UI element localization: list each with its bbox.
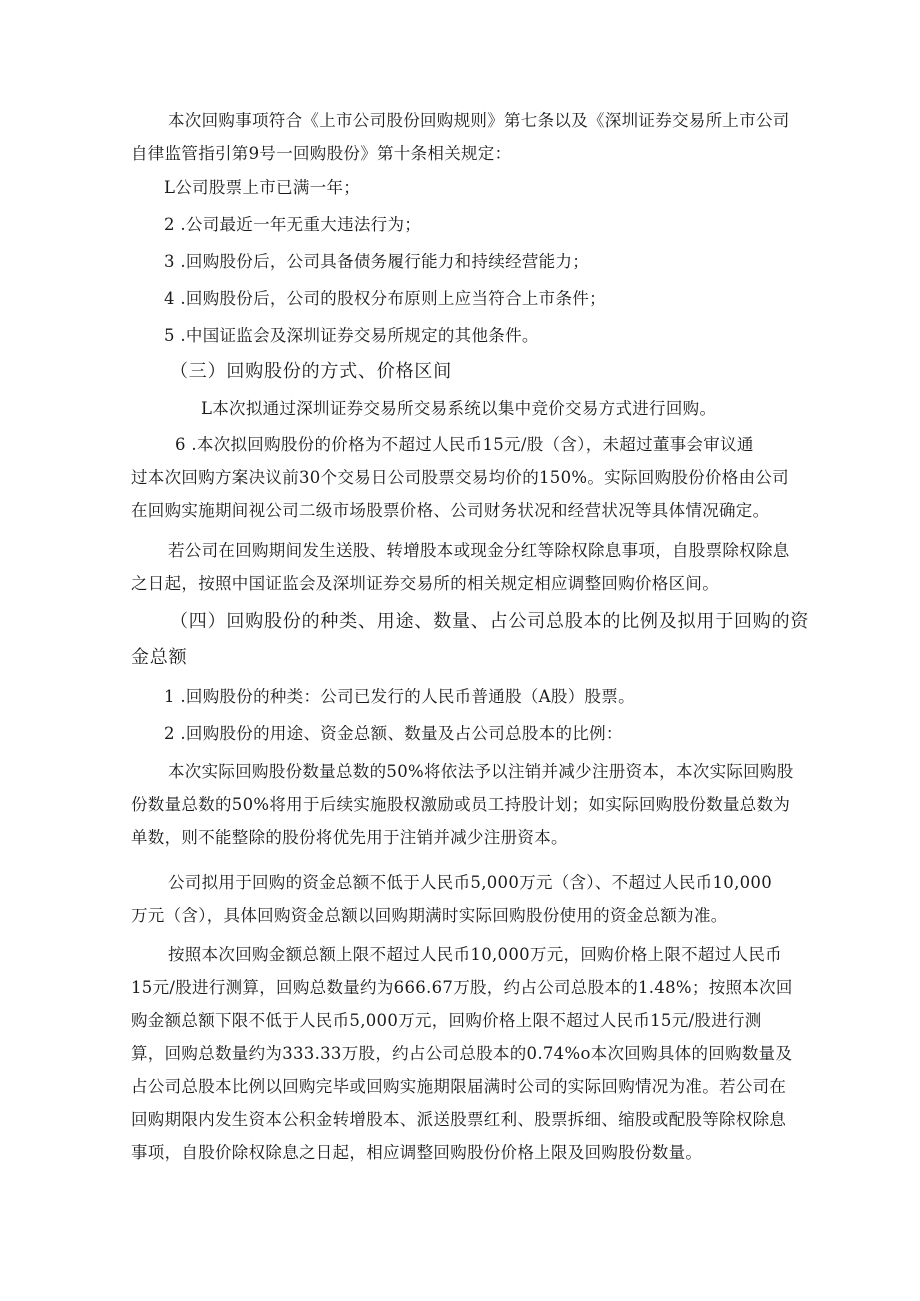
text-line: 按照本次回购金额总额上限不超过人民币10,000万元，回购价格上限不超过人民币 [168, 945, 782, 964]
list-item-share-type [131, 680, 797, 713]
text-line: 1 .回购股份的种类：公司已发行的人民币普通股（A股）股票。 [164, 687, 635, 706]
paragraph-quantity-estimate [131, 938, 797, 1169]
text-line: 本次实际回购股份数量总数的50%将依法予以注销并减少注册资本，本次实际回购股 [168, 762, 794, 781]
text-line: 4 .回购股份后，公司的股权分布原则上应当符合上市条件； [164, 289, 606, 308]
list-item-method [131, 392, 797, 425]
text-line: 购金额总额下限不低于人民币5,000万元，回购价格上限不超过人民币15元/股进行测 [131, 1011, 762, 1030]
text-line: 6 .本次拟回购股份的价格为不超过人民币15元/股（含），未超过董事会审议通 [175, 435, 754, 454]
list-item-condition-3 [131, 245, 797, 278]
paragraph-price [131, 428, 797, 527]
text-line: 本次回购事项符合《上市公司股份回购规则》第七条以及《深圳证券交易所上市公司 [168, 111, 790, 130]
text-line: L公司股票上市已满一年； [164, 178, 361, 197]
section-heading-type-usage-quantity [131, 605, 810, 674]
list-item-condition-1 [131, 171, 797, 204]
text-line: 占公司总股本比例以回购完毕或回购实施期限届满时公司的实际回购情况为准。若公司在 [131, 1077, 787, 1096]
text-line: 3 .回购股份后，公司具备债务履行能力和持续经营能力； [164, 252, 590, 271]
text-line: （三）回购股份的方式、价格区间 [170, 361, 452, 382]
text-line: 之日起，按照中国证监会及深圳证券交易所的相关规定相应调整回购价格区间。 [131, 574, 719, 593]
text-line: 万元（含），具体回购资金总额以回购期满时实际回购股份使用的资金总额为准。 [131, 906, 728, 925]
text-line: 事项，自股价除权除息之日起，相应调整回购股份价格上限及回购股份数量。 [131, 1143, 703, 1162]
text-line: 算，回购总数量约为333.33万股，约占公司总股本的0.74%o本次回购具体的回购数量及 [131, 1044, 793, 1063]
text-line: 5 .中国证监会及深圳证券交易所规定的其他条件。 [164, 326, 539, 345]
list-item-share-usage [131, 717, 797, 750]
text-line: 2 .回购股份的用途、资金总额、数量及占公司总股本的比例： [164, 724, 623, 743]
text-line: 单数，则不能整除的股份将优先用于注销并减少注册资本。 [131, 828, 568, 847]
text-line: 公司拟用于回购的资金总额不低于人民币5,000万元（含）、不超过人民币10,000 [168, 873, 773, 892]
text-line: 2 .公司最近一年无重大违法行为； [164, 215, 422, 234]
list-item-condition-5 [131, 319, 797, 352]
text-line: 15元/股进行测算，回购总数量约为666.67万股，约占公司总股本的1.48%；按照本次回 [131, 978, 793, 997]
text-line: 在回购实施期间视公司二级市场股票价格、公司财务状况和经营状况等具体情况确定。 [131, 501, 770, 520]
list-item-condition-2 [131, 208, 797, 241]
text-line: 若公司在回购期间发生送股、转增股本或现金分红等除权除息事项，自股票除权除息 [168, 541, 790, 560]
list-item-condition-4 [131, 282, 797, 315]
paragraph-price-adjustment [131, 534, 797, 600]
text-line: 自律监管指引第9号一回购股份》第十条相关规定： [131, 144, 512, 163]
text-line: 份数量总数的50%将用于后续实施股权激励或员工持股计划；如实际回购股份数量总数为 [131, 795, 791, 814]
section-heading-method-price [131, 355, 797, 388]
text-line: 金总额 [131, 647, 188, 668]
text-line: 回购期限内发生资本公积金转增股本、派送股票红利、股票拆细、缩股或配股等除权除息 [131, 1110, 787, 1129]
paragraph-compliance-intro [131, 104, 797, 170]
text-line: 过本次回购方案决议前30个交易日公司股票交易均价的150%。实际回购股份价格由公司 [131, 468, 789, 487]
text-line: （四）回购股份的种类、用途、数量、占公司总股本的比例及拟用于回购的资 [170, 611, 810, 632]
paragraph-usage-split [131, 755, 797, 854]
text-line: L本次拟通过深圳证券交易所交易系统以集中竞价交易方式进行回购。 [201, 399, 717, 418]
paragraph-fund-range [131, 866, 797, 932]
